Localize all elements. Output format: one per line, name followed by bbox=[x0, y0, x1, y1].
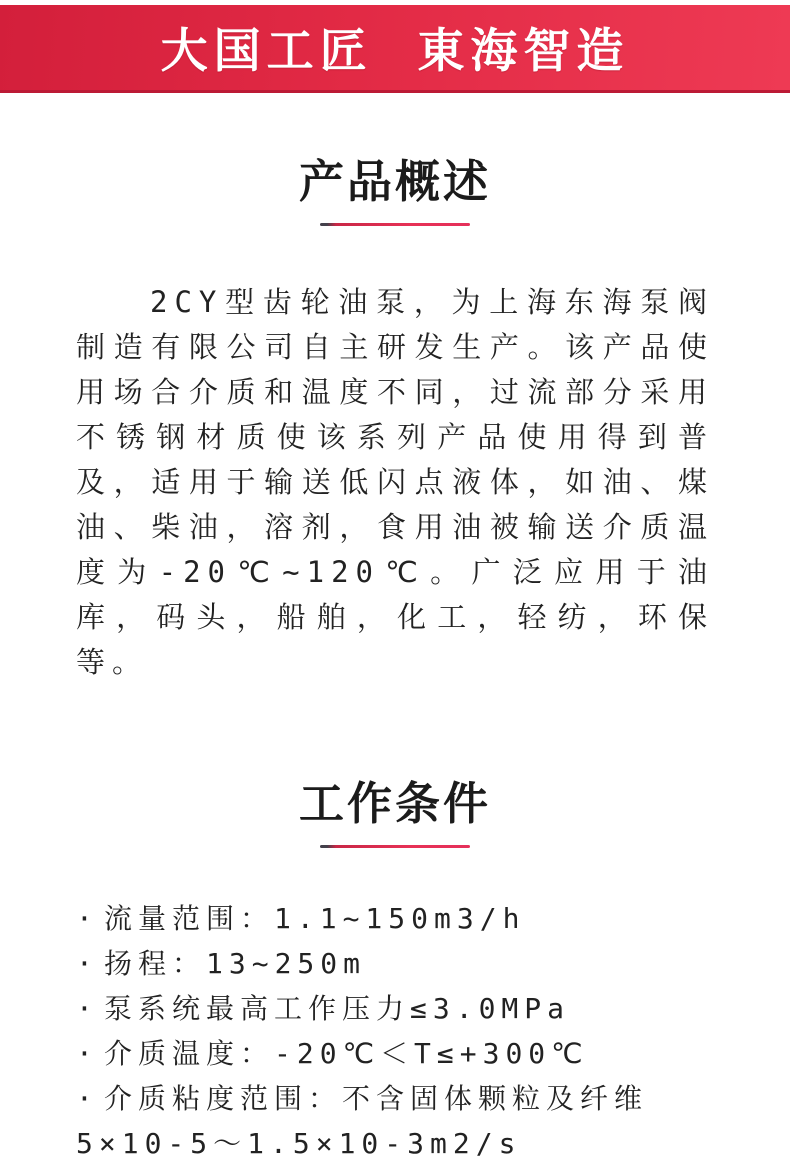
conditions-list bbox=[76, 896, 730, 1166]
bullet-dot-icon: · bbox=[76, 992, 99, 1025]
overview-paragraph: 2CY型齿轮油泵，为上海东海泵阀制造有限公司自主研发生产。该产品使用场合介质和温度不同，过流部分采用不锈钢材质使该系列产品使用得到普及，适用于输送低闪点液体，如油、煤油、柴油，溶剂，食用油被输送介质温度为-20℃~120℃。广泛应用于油库，码头，船舶，化工，轻纺，环保等。 bbox=[76, 285, 714, 679]
list-item-text: 介质粘度范围：不含固体颗粒及纤维 bbox=[104, 1082, 649, 1115]
list-item bbox=[76, 1076, 730, 1166]
list-item-text-wrapped: 5×10-5～1.5×10-3m2/s bbox=[76, 1127, 522, 1160]
conditions-section-title: 工作条件 bbox=[298, 777, 491, 830]
bullet-dot-icon: · bbox=[76, 902, 99, 935]
list-item-text: 介质温度：-20℃＜T≤+300℃ bbox=[104, 1037, 589, 1070]
list-item bbox=[76, 896, 730, 941]
section-product-overview bbox=[0, 155, 790, 685]
brand-banner bbox=[0, 5, 790, 93]
list-item bbox=[76, 986, 730, 1031]
brand-banner-title: 大国工匠 東海智造 bbox=[160, 24, 630, 79]
bullet-dot-icon: · bbox=[76, 1037, 99, 1070]
list-item bbox=[76, 941, 730, 986]
overview-title-underline bbox=[320, 223, 470, 226]
conditions-title-underline bbox=[320, 845, 470, 848]
list-item-text: 泵系统最高工作压力≤3.0MPa bbox=[104, 992, 571, 1025]
bullet-dot-icon: · bbox=[76, 1082, 99, 1115]
overview-section-title: 产品概述 bbox=[298, 155, 491, 208]
bullet-dot-icon: · bbox=[76, 947, 99, 980]
list-item-text: 扬程：13~250m bbox=[104, 947, 367, 980]
list-item bbox=[76, 1031, 730, 1076]
section-working-conditions bbox=[0, 777, 790, 1166]
list-item-text: 流量范围：1.1~150m3/h bbox=[104, 902, 526, 935]
